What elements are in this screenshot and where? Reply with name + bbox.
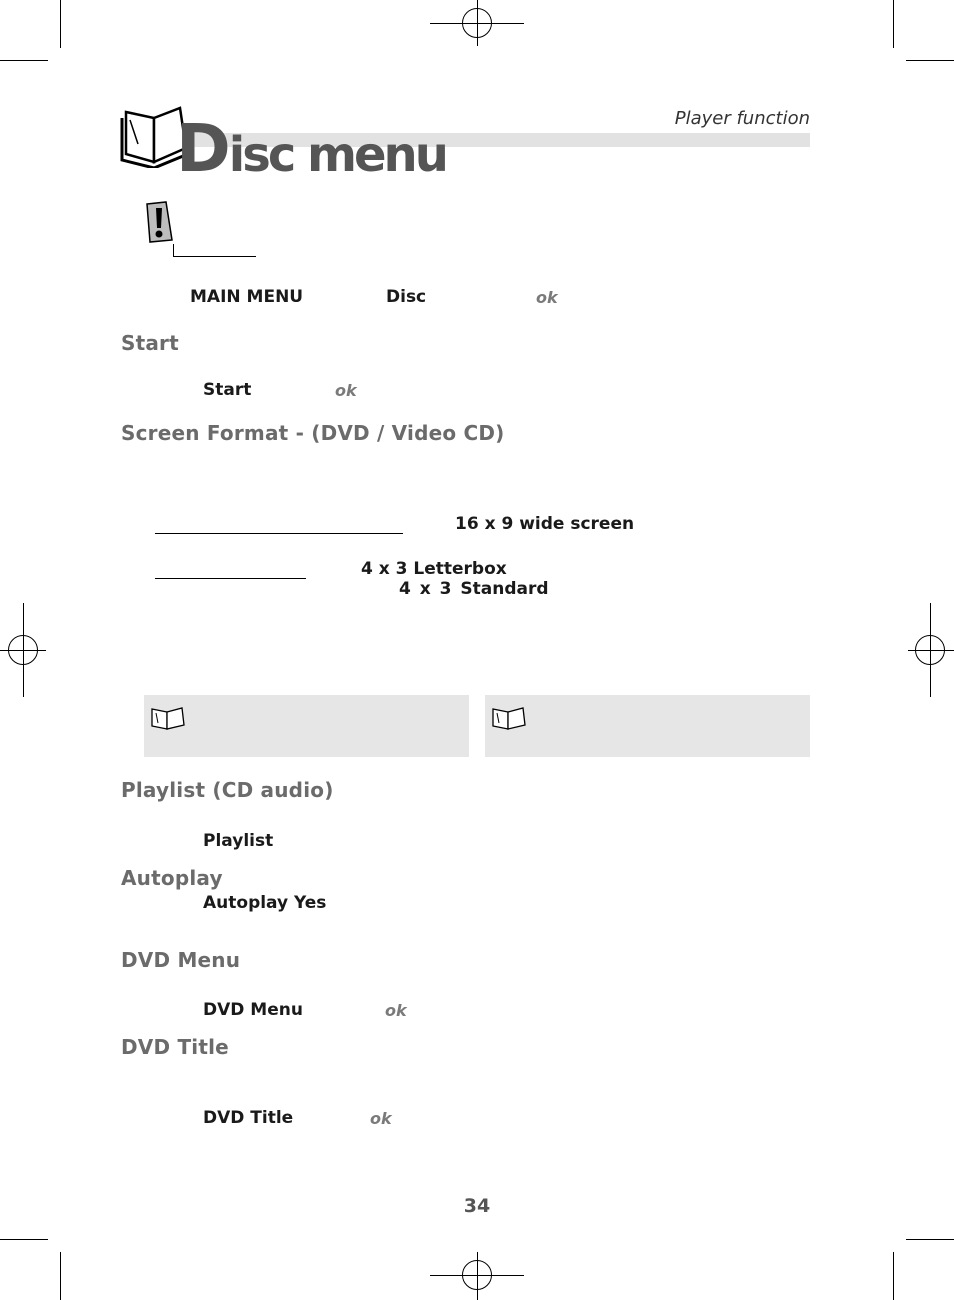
main-menu-key: MAIN MENU bbox=[190, 287, 304, 307]
crop-mark bbox=[0, 60, 48, 61]
start-key: Start bbox=[203, 380, 252, 400]
warning-tick bbox=[173, 244, 174, 257]
autoplay-heading: Autoplay bbox=[121, 866, 223, 890]
note-box-left bbox=[144, 695, 469, 757]
ok-key: ok bbox=[536, 288, 558, 307]
autoplay-key: Autoplay Yes bbox=[203, 893, 327, 913]
crop-mark bbox=[906, 60, 954, 61]
disc-key: Disc bbox=[386, 287, 427, 307]
crop-mark bbox=[906, 1239, 954, 1240]
dvd-title-heading: DVD Title bbox=[121, 1035, 229, 1059]
underline bbox=[155, 578, 306, 579]
page-title bbox=[176, 110, 446, 187]
note-book-icon bbox=[150, 705, 186, 731]
crop-mark bbox=[60, 1252, 61, 1300]
playlist-key: Playlist bbox=[203, 831, 274, 851]
section-label: Player function bbox=[674, 108, 810, 129]
screen-format-heading: Screen Format - (DVD / Video CD) bbox=[121, 421, 505, 445]
dvd-menu-heading: DVD Menu bbox=[121, 948, 241, 972]
note-box-right bbox=[485, 695, 810, 757]
ok-key: ok bbox=[370, 1109, 392, 1128]
standard-option: 4 x 3 Standard bbox=[399, 579, 549, 599]
ok-key: ok bbox=[335, 381, 357, 400]
wide-screen-option: 16 x 9 wide screen bbox=[455, 514, 635, 534]
dvd-menu-key: DVD Menu bbox=[203, 1000, 303, 1020]
page-number: 34 bbox=[463, 1195, 491, 1217]
start-heading: Start bbox=[121, 331, 179, 355]
crop-mark bbox=[893, 0, 894, 48]
crop-mark bbox=[60, 0, 61, 48]
playlist-heading: Playlist (CD audio) bbox=[121, 778, 334, 802]
warning-icon bbox=[144, 200, 176, 244]
title-initial: D bbox=[176, 110, 229, 187]
note-book-icon bbox=[491, 705, 527, 731]
crop-mark bbox=[893, 1252, 894, 1300]
ok-key: ok bbox=[385, 1001, 407, 1020]
warning-underline bbox=[173, 256, 256, 257]
dvd-title-key: DVD Title bbox=[203, 1108, 294, 1128]
crop-mark bbox=[0, 1239, 48, 1240]
letterbox-option: 4 x 3 Letterbox bbox=[361, 559, 507, 579]
title-rest: isc menu bbox=[228, 127, 446, 183]
underline bbox=[155, 533, 403, 534]
